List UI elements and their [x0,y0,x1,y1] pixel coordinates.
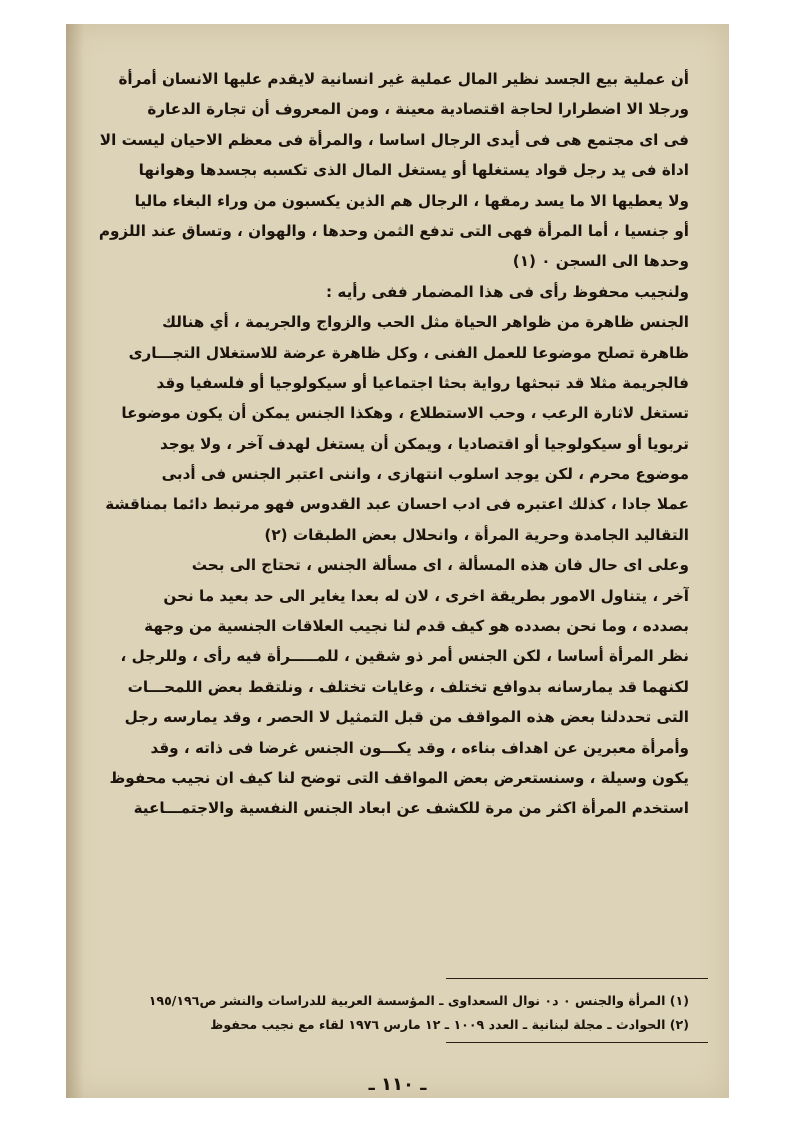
footnote-separator-bottom [446,1042,708,1043]
body-line-12: تستغل لاثارة الرعب ، وحب الاستطلاع ، وهكذا الجنس يمكن أن يكون موضوعا [121,404,689,423]
body-line-25: استخدم المرأة اكثر من مرة للكشف عن ابعاد الجنس النفسية والاجتمـــاعية [133,799,689,818]
page-number: ـ ١١٠ ـ [368,1074,427,1095]
body-line-7: وحدها الى السجن ٠ (١) [512,252,689,271]
body-line-18: آخر ، يتناول الامور بطريقة اخرى ، لان له بعدا يغاير الى حد بعيد ما نحن [163,586,689,605]
body-line-1: أن عملية بيع الجسد نظير المال عملية غير انسانية لايقدم عليها الانسان أمرأة [118,70,689,88]
body-line-22: التى تحددلنا بعض هذه المواقف من قبل التمثيل لا الحصر ، وقد يمارسه رجل [124,708,689,727]
body-line-16: التقاليد الجامدة وحرية المرأة ، وانحلال بعض الطبقات (٢) [264,525,689,544]
body-line-17: وعلى اى حال فان هذه المسألة ، اى مسألة الجنس ، تحتاج الى بحث [191,556,689,575]
body-line-4: اداة فى يد رجل قواد يستغلها أو يستغل المال الذى تكسبه بجسدها وهوانها [138,161,689,180]
body-line-13: تربويا أو سيكولوجيا أو اقتصاديا ، ويمكن أن يستغل لهدف آخر ، ولا يوجد [159,434,689,453]
body-line-6: أو جنسيا ، أما المرأة فهى التى تدفع الثمن وحدها ، والهوان ، وتساق عند اللزوم [98,221,689,240]
body-line-9: الجنس ظاهرة من ظواهر الحياة مثل الحب والزواج والجريمة ، أي هنالك [162,313,689,332]
footnotes [98,989,689,1037]
body-line-19: بصدده ، وما نحن بصدده هو كيف قدم لنا نجيب العلاقات الجنسية من وجهة [144,617,689,636]
body-line-3: فى اى مجتمع هى فى أيدى الرجال اساسا ، والمرأة فى معظم الاحيان ليست الا [99,130,689,149]
body-line-24: يكون وسيلة ، وسنستعرض بعض المواقف التى توضح لنا كيف ان نجيب محفوظ [109,768,689,787]
footnote-1: (١) المرأة والجنس ٠ د٠ نوال السعداوى ـ المؤسسة العربية للدراسات والنشر ص١٩٥/١٩٦ [148,993,689,1008]
body-line-5: ولا يعطيها الا ما يسد رمقها ، الرجال هم الذين يكسبون من وراء البغاء ماليا [134,191,689,210]
footnote-separator-top [446,978,708,979]
body-line-20: نظر المرأة أساسا ، لكن الجنس أمر ذو شقين ، للمـــــرأة فيه رأى ، وللرجل ، [120,647,689,666]
body-line-8: ولنجيب محفوظ رأى فى هذا المضمار ففى رأيه : [326,282,689,301]
body-line-11: فالجريمة مثلا قد تبحثها رواية بحثا اجتماعيا أو سيكولوجيا أو فلسفيا وقد [156,373,689,392]
body-line-23: وأمرأة معبرين عن اهداف بناءه ، وقد يكـــون الجنس غرضا فى ذاته ، وقد [150,738,689,757]
body-line-10: ظاهرة تصلح موضوعا للعمل الفنى ، وكل ظاهرة عرضة للاستغلال التجـــارى [128,343,689,362]
book-page [66,24,729,1098]
body-line-21: لكنهما قد يمارسانه بدوافع تختلف ، وغايات تختلف ، ونلتقط بعض اللمحـــات [127,677,689,696]
body-line-14: موضوع محرم ، لكن يوجد اسلوب انتهازى ، واننى اعتبر الجنس فى أدبى [161,465,689,484]
footnote-2: (٢) الحوادث ـ مجلة لبنانية ـ العدد ١٠٠٩ ـ ١٢ مارس ١٩٧٦ لقاء مع نجيب محفوظ [210,1017,689,1032]
body-line-2: ورجلا الا اضطرارا لحاجة اقتصادية معينة ، ومن المعروف أن تجارة الدعارة [147,100,689,119]
body-line-15: عملا جادا ، كذلك اعتبره فى ادب احسان عبد القدوس فهو مرتبط دائما بمناقشة [105,495,689,514]
body-text [98,64,689,824]
